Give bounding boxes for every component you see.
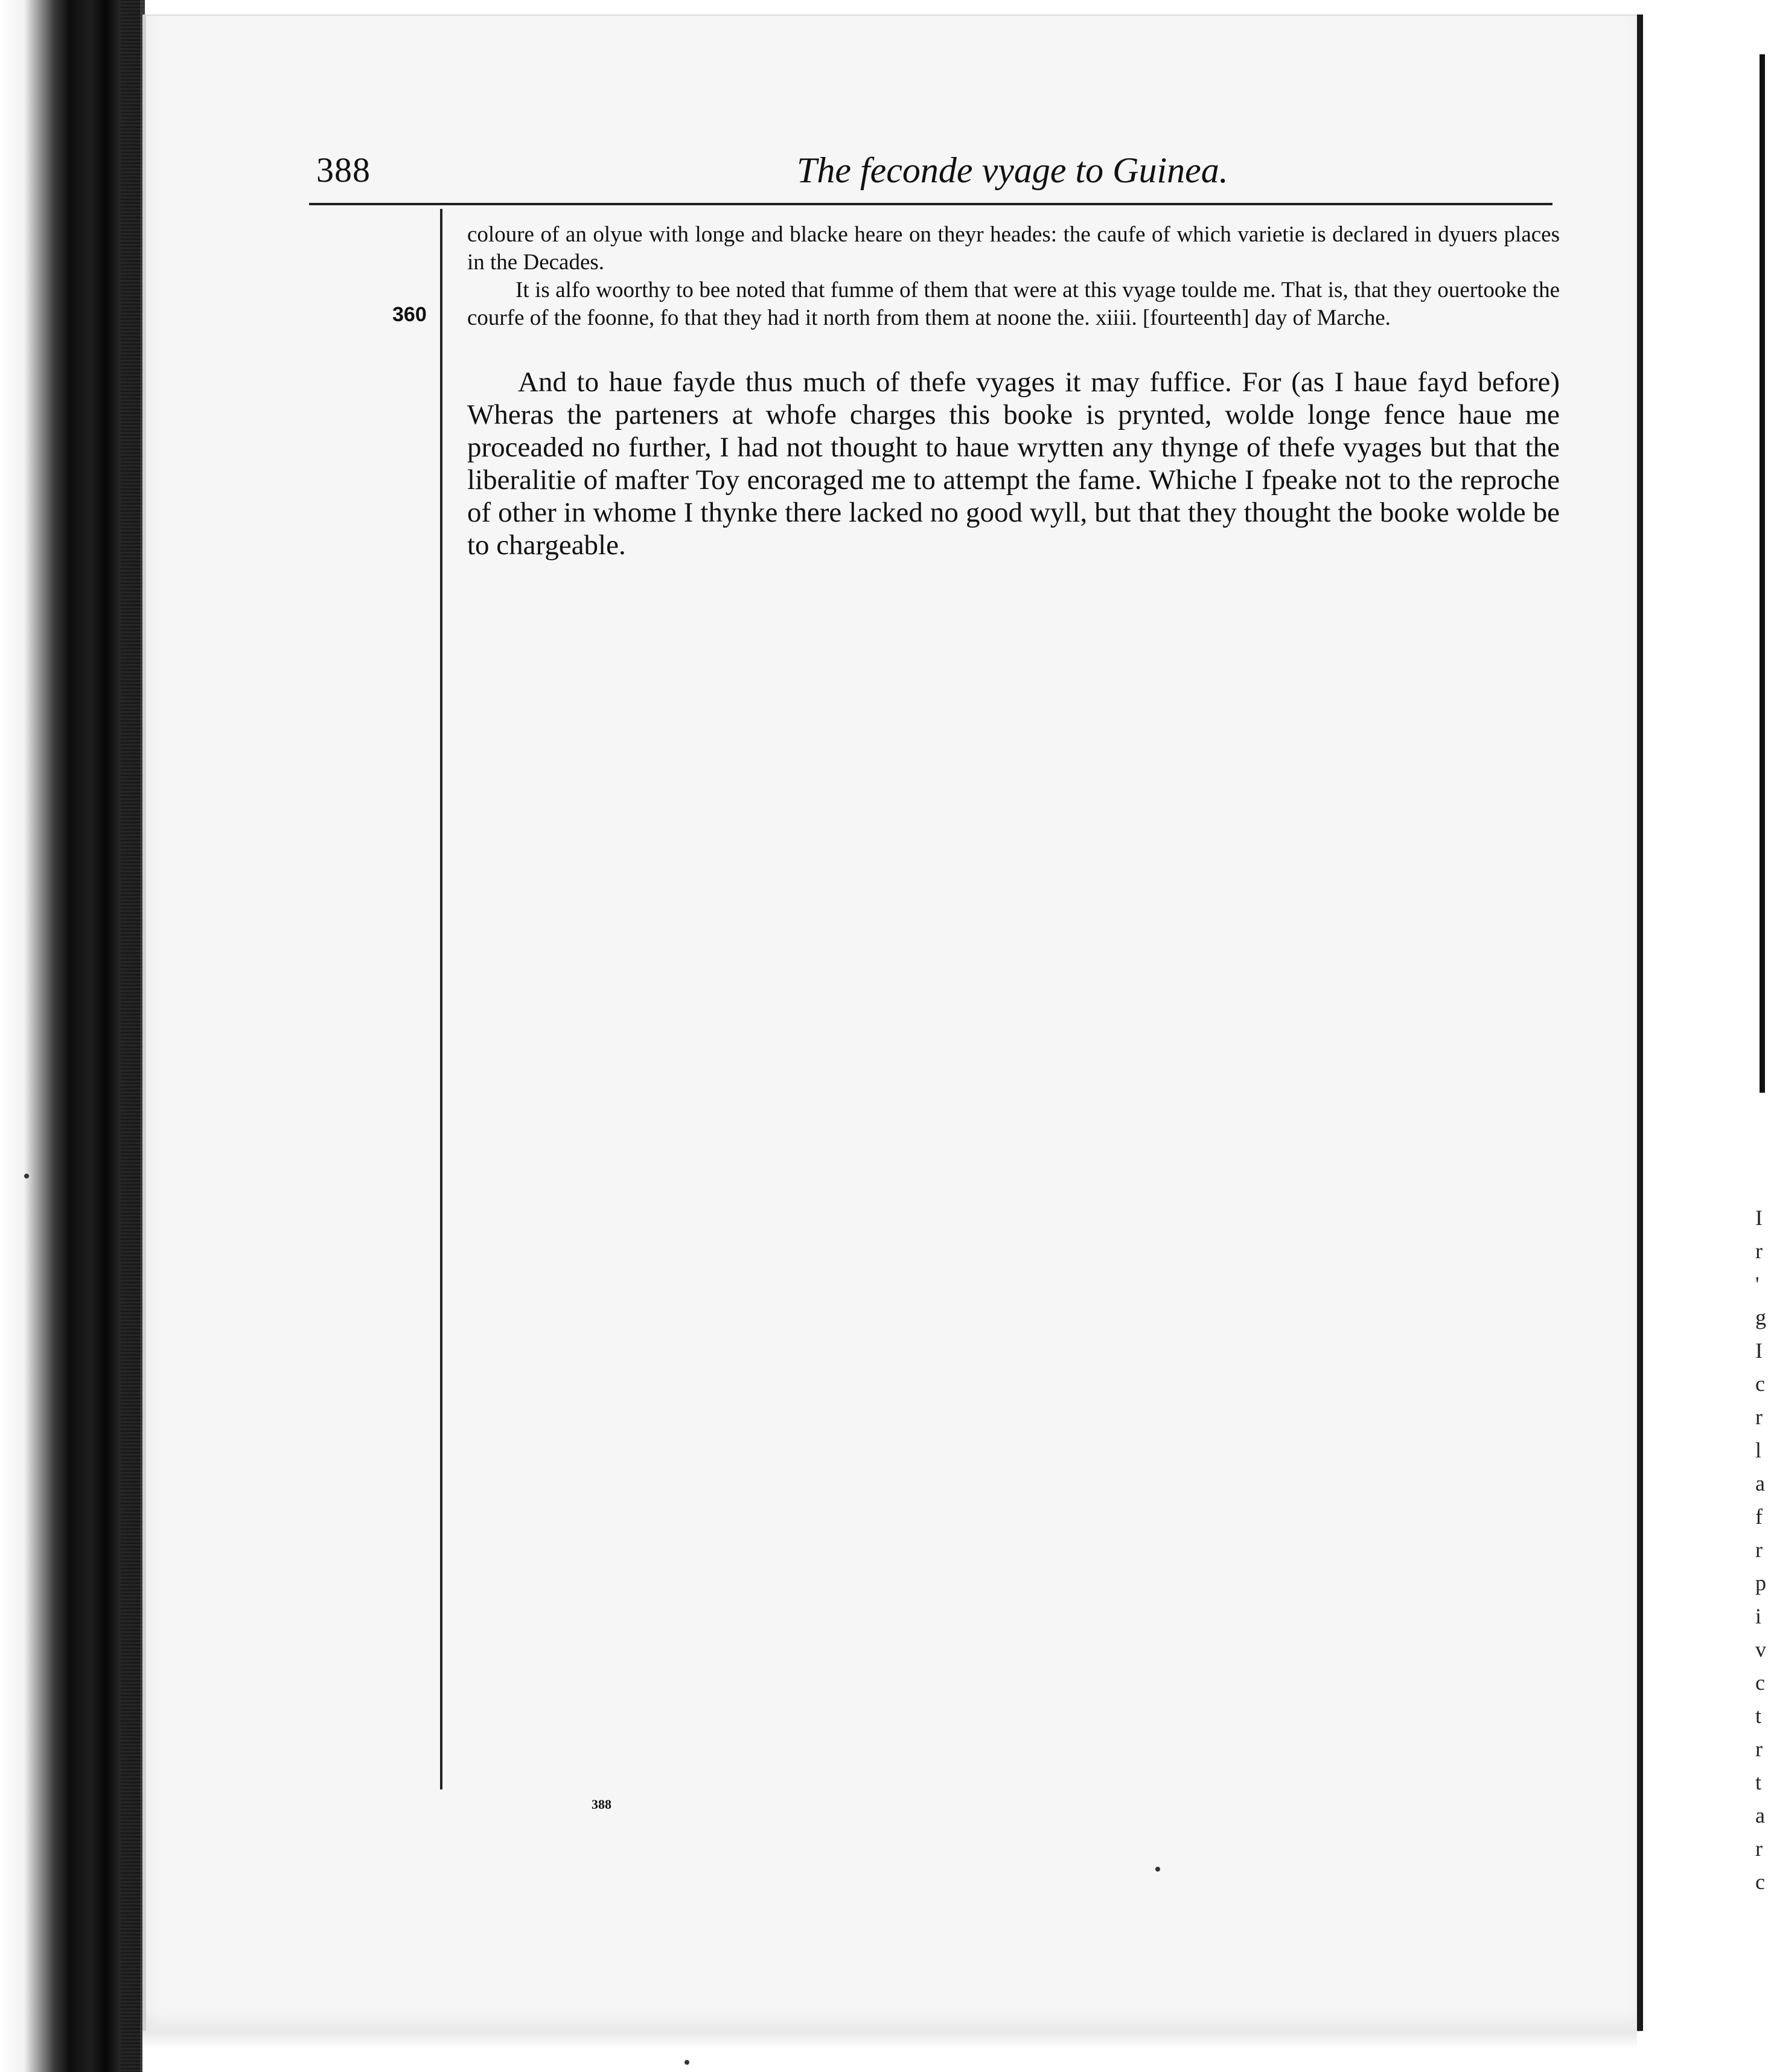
next-page-letter: a <box>1755 1471 1765 1495</box>
header-rule <box>309 203 1552 205</box>
next-page-letter: ' <box>1755 1272 1760 1296</box>
next-page-letter: r <box>1755 1837 1763 1861</box>
page-bottom-edge <box>142 2031 1637 2072</box>
margin-rule <box>440 209 442 1789</box>
next-page-letter: l <box>1755 1438 1762 1462</box>
spine-edge <box>121 0 145 2072</box>
next-page-letter: f <box>1755 1504 1763 1529</box>
next-page-letter: r <box>1755 1737 1763 1761</box>
next-page-letter: i <box>1755 1604 1762 1628</box>
small-paragraph: It is alfo woorthy to bee noted that fumme of them that were at this vyage toulde me. That is, that they ouertooke the courfe of the foonne, fo that they had it north from them at noone the. xiiii. [fourteenth] day of Marche. <box>467 278 1560 330</box>
folio-mark: 388 <box>592 1797 611 1812</box>
next-page-letters <box>1755 1201 1765 1899</box>
next-page-letter: r <box>1755 1405 1763 1429</box>
book-spine <box>0 0 140 2072</box>
next-page-letter: r <box>1755 1538 1763 1562</box>
next-page-letter: I <box>1755 1206 1763 1230</box>
next-page-letter: t <box>1755 1704 1762 1728</box>
next-page-letter: c <box>1755 1671 1765 1695</box>
next-page <box>1637 14 1771 2031</box>
running-title: The feconde vyage to Guinea. <box>797 150 1228 190</box>
margin-line-number: 360 <box>392 303 427 326</box>
next-page-letter: t <box>1755 1770 1762 1794</box>
next-page-letter: I <box>1755 1338 1763 1363</box>
next-page-letter: c <box>1755 1870 1765 1894</box>
next-page-letter: g <box>1755 1305 1766 1329</box>
next-page-letter: v <box>1755 1637 1766 1661</box>
small-text-block <box>467 221 1560 332</box>
next-page-letter: p <box>1755 1571 1766 1595</box>
next-page-letter: r <box>1755 1239 1763 1263</box>
small-paragraph: coloure of an olyue with longe and blacke heare on theyr heades: the caufe of which varietie is declared in dyuers places in the Decades. <box>467 222 1560 275</box>
next-page-letter: a <box>1755 1803 1765 1827</box>
next-page-letter: c <box>1755 1372 1765 1396</box>
main-paragraph: And to haue fayde thus much of thefe vyages it may fuffice. For (as I haue fayd before) Wheras the parteners at whofe charges this booke is prynted, wolde longe fence haue me proceaded no further, I had not thought to haue wrytten any thynge of thefe vyages but that the liberalitie of mafter Toy encoraged me to attempt the fame. Whiche I fpeake not to the reproche of other in whome I thynke there lacked no good wyll, but that they thought the booke wolde be to chargeable. <box>467 366 1560 561</box>
next-page-border <box>1760 54 1765 1093</box>
page-number: 388 <box>316 150 371 190</box>
